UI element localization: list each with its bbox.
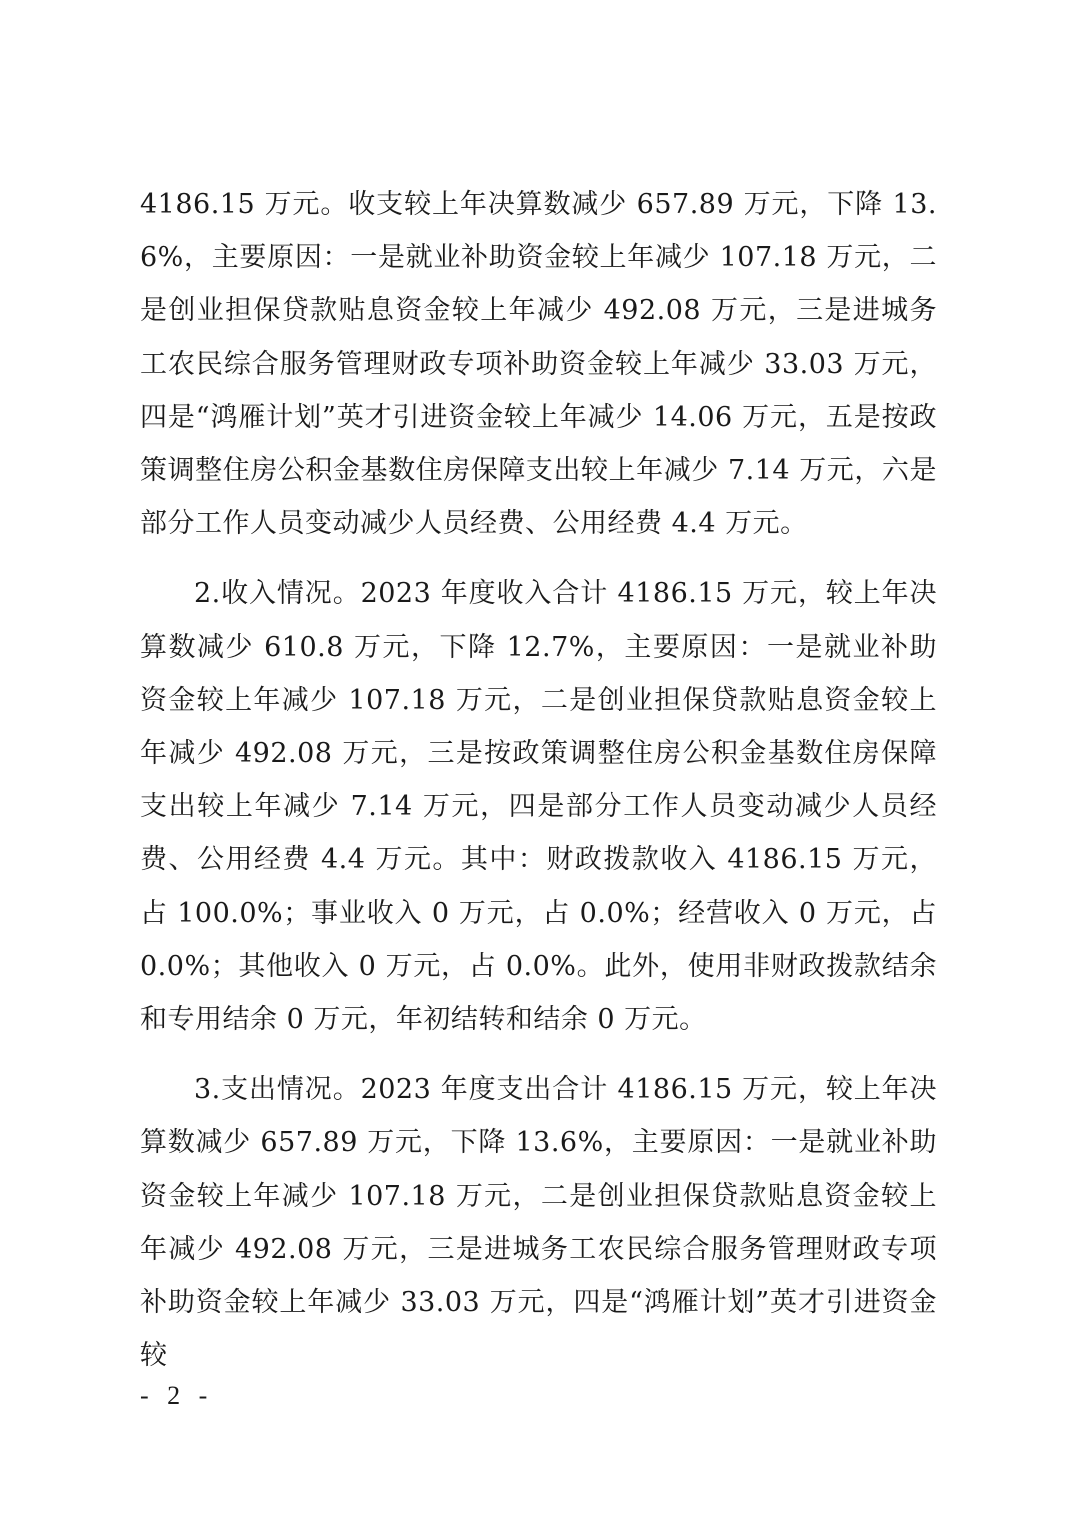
section-heading-expenditure: 3.支出情况。	[194, 1074, 361, 1106]
section-heading-income: 2.收入情况。	[194, 578, 361, 610]
paragraph-text: 2023 年度收入合计 4186.15 万元，较上年决算数减少 610.8 万元，下降 12.7%，主要原因：一是就业补助资金较上年减少 107.18 万元，二是创业担保贷款贴息资金较上年减少 492.08 万元，三是按政策调整住房公积金基数住房保障支出较上年减少 7.14 万元，四是部分工作人员变动减少人员经费、公用经费 4.4 万元。其中：财政拨款收入 4186.15 万元，占 100.0%；事业收入 0 万元，占 0.0%；经营收入 0 万元，占 0.0%；其他收入 0 万元，占 0.0%。此外，使用非财政拨款结余和专用结余 0 万元，年初结转和结余 0 万元。	[140, 578, 937, 1036]
page-number: - 2 -	[140, 1381, 214, 1410]
paragraph-continuation	[140, 178, 937, 550]
paragraph-income	[140, 567, 937, 1046]
paragraph-text: 4186.15 万元。收支较上年决算数减少 657.89 万元，下降 13.6%，主要原因：一是就业补助资金较上年减少 107.18 万元，二是创业担保贷款贴息资金较上年减少 492.08 万元，三是进城务工农民综合服务管理财政专项补助资金较上年减少 33.03 万元，四是“鸿雁计划”英才引进资金较上年减少 14.06 万元，五是按政策调整住房公积金基数住房保障支出较上年减少 7.14 万元，六是部分工作人员变动减少人员经费、公用经费 4.4 万元。	[140, 189, 937, 540]
paragraph-text: 2023 年度支出合计 4186.15 万元，较上年决算数减少 657.89 万元，下降 13.6%，主要原因：一是就业补助资金较上年减少 107.18 万元，二是创业担保贷款贴息资金较上年减少 492.08 万元，三是进城务工农民综合服务管理财政专项补助资金较上年减少 33.03 万元，四是“鸿雁计划”英才引进资金较	[140, 1074, 937, 1372]
body-text	[140, 178, 937, 1382]
paragraph-expenditure	[140, 1063, 937, 1382]
